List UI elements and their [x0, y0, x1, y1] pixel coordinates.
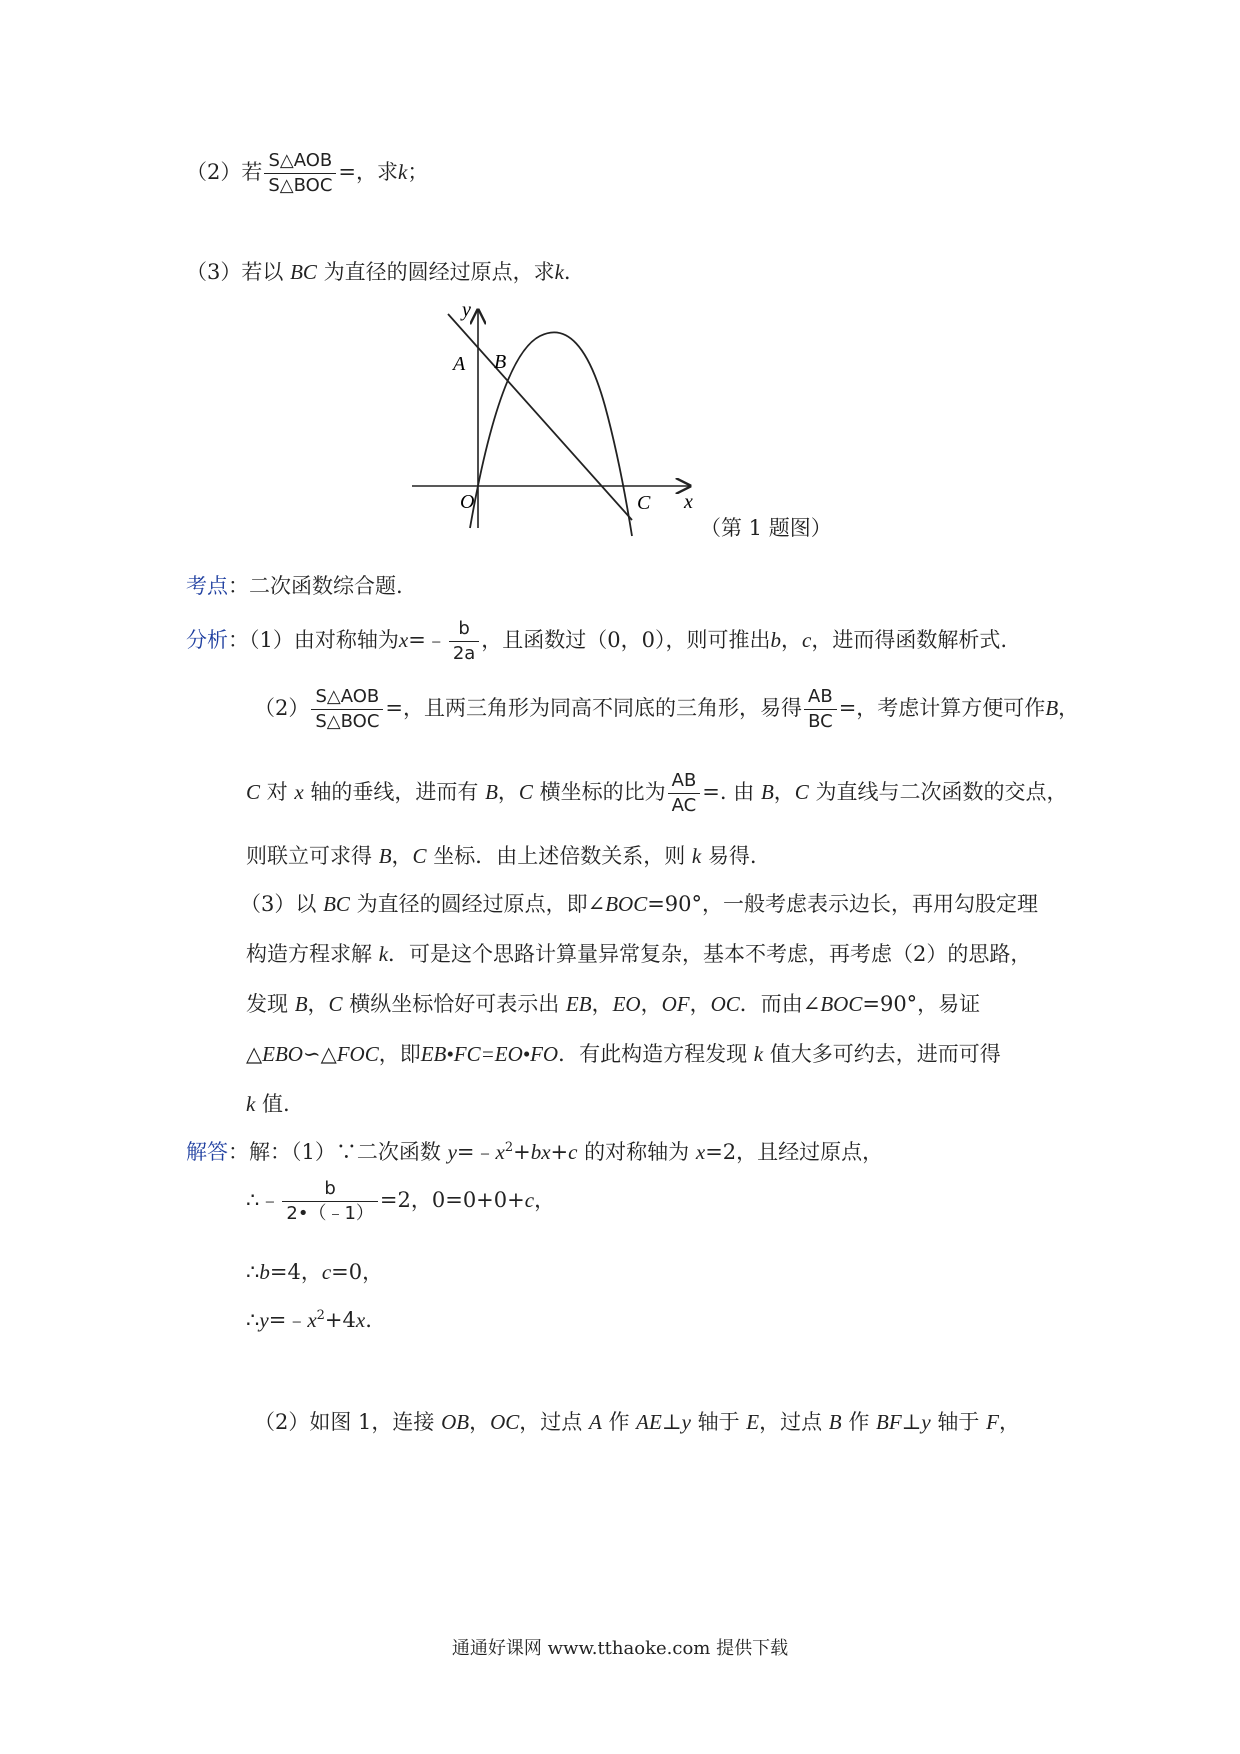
fenxi-p3-C2: C	[518, 780, 533, 804]
fenxi-p4-k: k	[691, 844, 702, 868]
question-2	[186, 152, 428, 195]
fraction-area-ratio-2	[311, 688, 383, 731]
q3-k: k	[554, 260, 564, 284]
jieda-l2-d: ，	[534, 1188, 556, 1212]
fenxi-p3-B2: B	[760, 780, 774, 804]
fenxi-line-4	[246, 846, 757, 867]
question-3	[186, 262, 571, 283]
frac-den: AC	[671, 795, 697, 816]
fenxi-p3-x: x	[294, 780, 304, 804]
fenxi-p2-B: B	[1045, 696, 1059, 720]
fenxi-p1-c: ，且函数过（0，0），则可推出	[481, 628, 771, 652]
fenxi-p7-e: ，	[640, 992, 662, 1016]
jieda-l4-x2: x	[355, 1308, 366, 1332]
jieda-l1-x2: x	[495, 1140, 505, 1164]
fenxi-line-3	[246, 772, 1067, 815]
fenxi-p5-bc: BC	[323, 892, 350, 916]
jieda-l4-sup: 2	[316, 1308, 325, 1323]
frac-den: 2•（﹣1）	[286, 1203, 374, 1224]
jieda-line-3	[246, 1262, 383, 1283]
fraction-ab-bc	[804, 688, 837, 731]
frac-den: 2a	[452, 643, 476, 664]
fenxi-line-2	[254, 688, 1079, 731]
fenxi-line-5	[240, 894, 1038, 915]
jieda-line-2	[246, 1180, 555, 1223]
label-x: x	[684, 491, 693, 513]
fenxi-line-8	[246, 1044, 1001, 1065]
q2-prefix: （2）若	[186, 160, 263, 184]
fenxi-p8-a: △	[246, 1042, 263, 1066]
jieda-l5-ob: OB	[441, 1410, 470, 1434]
jieda-l3-b: b	[259, 1260, 270, 1284]
label-b: B	[494, 351, 507, 373]
label-o: O	[460, 491, 475, 513]
jieda-l5-k: ，	[998, 1410, 1020, 1434]
jieda-l4-b: =﹣	[268, 1308, 308, 1332]
kaodian-colon: ：	[228, 574, 249, 598]
jieda-l5-d: 作	[608, 1410, 630, 1434]
fenxi-p7-h: =90°，易证	[862, 992, 981, 1016]
jieda-l2-b: =2，0=0+0+	[379, 1188, 525, 1212]
fenxi-p3-f: ，	[773, 780, 795, 804]
jieda-l4-x: x	[307, 1308, 317, 1332]
fenxi-p8-foc: FOC	[336, 1042, 379, 1066]
label-a: A	[453, 353, 466, 375]
fenxi-p3-B: B	[485, 780, 498, 804]
jieda-l5-y: y	[681, 1410, 691, 1434]
fenxi-p8-d: ．有此构造方程发现	[558, 1042, 748, 1066]
fenxi-colon: ：	[228, 628, 249, 652]
kaodian-tag: 考点	[186, 574, 228, 598]
page-footer: 通通好课网 www.tthaoke.com 提供下载	[451, 1638, 789, 1659]
fenxi-p5-b: 为直径的圆经过原点，即∠	[356, 892, 606, 916]
q2-suffix: =，求	[338, 160, 399, 184]
fenxi-p2-b: =，且两三角形为同高不同底的三角形，易得	[385, 696, 803, 720]
jieda-l5-y2: y	[921, 1410, 931, 1434]
fenxi-p3-b: 轴的垂线，进而有	[310, 780, 479, 804]
jieda-l1-bx: bx	[530, 1140, 551, 1164]
fenxi-line-9	[246, 1094, 290, 1115]
jieda-l3-cc: c	[321, 1260, 332, 1284]
fenxi-p9-k: k	[246, 1092, 256, 1116]
figure-caption: （第 1 题图）	[700, 516, 832, 540]
jieda-l1-x: x	[695, 1140, 706, 1164]
fenxi-p8-k: k	[753, 1042, 764, 1066]
frac-num: b	[282, 1180, 378, 1202]
jieda-l3-d: =0，	[331, 1260, 384, 1284]
fenxi-p4-B: B	[378, 844, 392, 868]
fenxi-p7-B: B	[294, 992, 308, 1016]
fenxi-p7-eo: EO	[612, 992, 641, 1016]
jieda-l1-d: +	[550, 1140, 569, 1164]
jieda-l5-i: ⊥	[901, 1410, 922, 1434]
fenxi-p3-a: 对	[266, 780, 288, 804]
fenxi-p8-ebfc: EB•FC=EO•FO	[420, 1042, 559, 1066]
jieda-l1-b: =﹣	[456, 1140, 496, 1164]
jieda-l1-a: 解：（1）∵二次函数	[249, 1140, 441, 1164]
jieda-l1-sup: 2	[504, 1140, 514, 1155]
fenxi-p8-ebo: EBO	[262, 1042, 303, 1066]
q3-bc: BC	[290, 260, 317, 284]
jieda-l1-y: y	[447, 1140, 457, 1164]
jieda-l5-f: 轴于	[697, 1410, 740, 1434]
fenxi-p3-d: 横坐标的比为	[539, 780, 666, 804]
jieda-l5-h: 作	[848, 1410, 870, 1434]
fenxi-p7-oc: OC	[710, 992, 740, 1016]
q3-end: .	[563, 260, 571, 284]
fenxi-p8-e: 值大多可约去，进而可得	[769, 1042, 1001, 1066]
fraction-axis	[449, 620, 479, 663]
fenxi-p4-b: ，	[391, 844, 413, 868]
frac-denominator: S△BOC	[268, 175, 333, 196]
jieda-l1-f: =2，且经过原点，	[705, 1140, 884, 1164]
line-abc	[448, 314, 632, 520]
jieda-tag: 解答	[186, 1140, 228, 1164]
fenxi-p7-eb: EB	[565, 992, 592, 1016]
fenxi-p3-C3: C	[794, 780, 809, 804]
fenxi-p7-of: OF	[661, 992, 690, 1016]
fenxi-p7-c: 横纵坐标恰好可表示出	[349, 992, 560, 1016]
fenxi-p7-g: ．而由∠	[739, 992, 821, 1016]
jieda-l2-c: c	[524, 1188, 535, 1212]
fenxi-p1-a: （1）由对称轴为	[249, 628, 399, 652]
fenxi-p1-e: ，进而得函数解析式.	[811, 628, 1008, 652]
fenxi-p6-k: k	[378, 942, 389, 966]
jieda-l5-j: 轴于	[937, 1410, 980, 1434]
jieda-l5-oc: OC	[490, 1410, 520, 1434]
fenxi-p1-d: ，	[781, 628, 803, 652]
fenxi-p7-b: ，	[307, 992, 329, 1016]
frac-den: BC	[808, 711, 833, 732]
fenxi-p5-c: =90°，一般考虑表示边长，再用勾股定理	[647, 892, 1039, 916]
jieda-l4-c: +4	[324, 1308, 356, 1332]
fenxi-p3-e: =. 由	[702, 780, 755, 804]
q2-k: k	[398, 160, 408, 184]
fraction-b-over-2a	[282, 1180, 378, 1223]
frac-num: AB	[668, 772, 701, 794]
label-y: y	[462, 299, 471, 321]
fenxi-p9-a: 值.	[262, 1092, 290, 1116]
jieda-l5-g: ，过点	[759, 1410, 823, 1434]
frac-den: S△BOC	[315, 711, 380, 732]
jieda-l5-c: ，过点	[519, 1410, 583, 1434]
q3-mid: 为直径的圆经过原点，求	[323, 260, 555, 284]
fenxi-p6-a: 构造方程求解	[246, 942, 372, 966]
fenxi-p3-g: 为直线与二次函数的交点，	[815, 780, 1068, 804]
jieda-l5-A: A	[588, 1410, 602, 1434]
fenxi-p7-C: C	[328, 992, 343, 1016]
fenxi-p8-b: ∽△	[302, 1042, 337, 1066]
fenxi-p2-d: ，	[1058, 696, 1080, 720]
jieda-l5-ae: AE	[636, 1410, 662, 1434]
fenxi-p7-d: ，	[591, 992, 613, 1016]
q3-prefix: （3）若以	[186, 260, 284, 284]
jieda-l2-a: ∴﹣	[246, 1188, 281, 1212]
fenxi-p1-bb: b	[770, 628, 782, 652]
jieda-l4-a: ∴	[246, 1308, 260, 1332]
kaodian-line	[186, 576, 403, 597]
jieda-l5-b: ，	[469, 1410, 491, 1434]
fenxi-p5-a: （3）以	[240, 892, 317, 916]
fenxi-p2-c: =，考虑计算方便可作	[838, 696, 1046, 720]
frac-num: AB	[804, 688, 837, 710]
jieda-l1-c: +	[513, 1140, 531, 1164]
jieda-line-5	[254, 1412, 1020, 1433]
fenxi-p7-f: ，	[689, 992, 711, 1016]
fraction-ab-ac	[668, 772, 701, 815]
frac-numerator: S△AOB	[264, 152, 336, 174]
fenxi-p7-a: 发现	[246, 992, 288, 1016]
jieda-l5-bf: BF	[876, 1410, 902, 1434]
jieda-l5-a: （2）如图 1，连接	[254, 1410, 435, 1434]
jieda-line-1	[186, 1142, 883, 1163]
jieda-l1-e: 的对称轴为	[584, 1140, 690, 1164]
fenxi-line-7	[246, 994, 980, 1015]
fenxi-p4-a: 则联立可求得	[246, 844, 372, 868]
fenxi-p4-C: C	[412, 844, 427, 868]
jieda-l5-e: ⊥	[661, 1410, 682, 1434]
jieda-l5-F: F	[986, 1410, 999, 1434]
fenxi-p2-a: （2）	[254, 696, 310, 720]
jieda-l5-B: B	[828, 1410, 842, 1434]
jieda-l4-d: .	[365, 1308, 372, 1332]
fenxi-p3-C: C	[246, 780, 261, 804]
label-c: C	[637, 492, 651, 514]
jieda-l5-E: E	[746, 1410, 760, 1434]
fenxi-p1-b: =﹣	[408, 628, 447, 652]
jieda-l1-cc: c	[568, 1140, 578, 1164]
fenxi-p6-b: ．可是这个思路计算量异常复杂，基本不考虑，再考虑（2）的思路，	[388, 942, 1032, 966]
fenxi-p4-c: 坐标．由上述倍数关系，则	[433, 844, 686, 868]
fenxi-p3-c: ，	[497, 780, 519, 804]
frac-num: S△AOB	[311, 688, 383, 710]
jieda-l3-a: ∴	[246, 1260, 260, 1284]
fenxi-p5-boc: BOC	[605, 892, 648, 916]
jieda-l3-c: =4，	[269, 1260, 322, 1284]
fenxi-tag: 分析	[186, 628, 228, 652]
jieda-colon: ：	[228, 1140, 249, 1164]
jieda-line-4	[246, 1310, 372, 1331]
fenxi-p8-c: ，即	[378, 1042, 421, 1066]
fenxi-p1-cc: c	[802, 628, 812, 652]
fenxi-p7-boc: BOC	[820, 992, 863, 1016]
fenxi-p1-x: x	[398, 628, 409, 652]
jieda-l4-y: y	[259, 1308, 269, 1332]
fenxi-line-1	[186, 620, 1007, 663]
parabola-figure	[400, 296, 710, 546]
fenxi-p4-d: 易得.	[707, 844, 757, 868]
fraction-area-ratio	[264, 152, 336, 195]
fenxi-line-6	[246, 944, 1031, 965]
frac-num: b	[449, 620, 479, 642]
q2-end: ；	[407, 160, 429, 184]
kaodian-text: 二次函数综合题.	[249, 574, 403, 598]
